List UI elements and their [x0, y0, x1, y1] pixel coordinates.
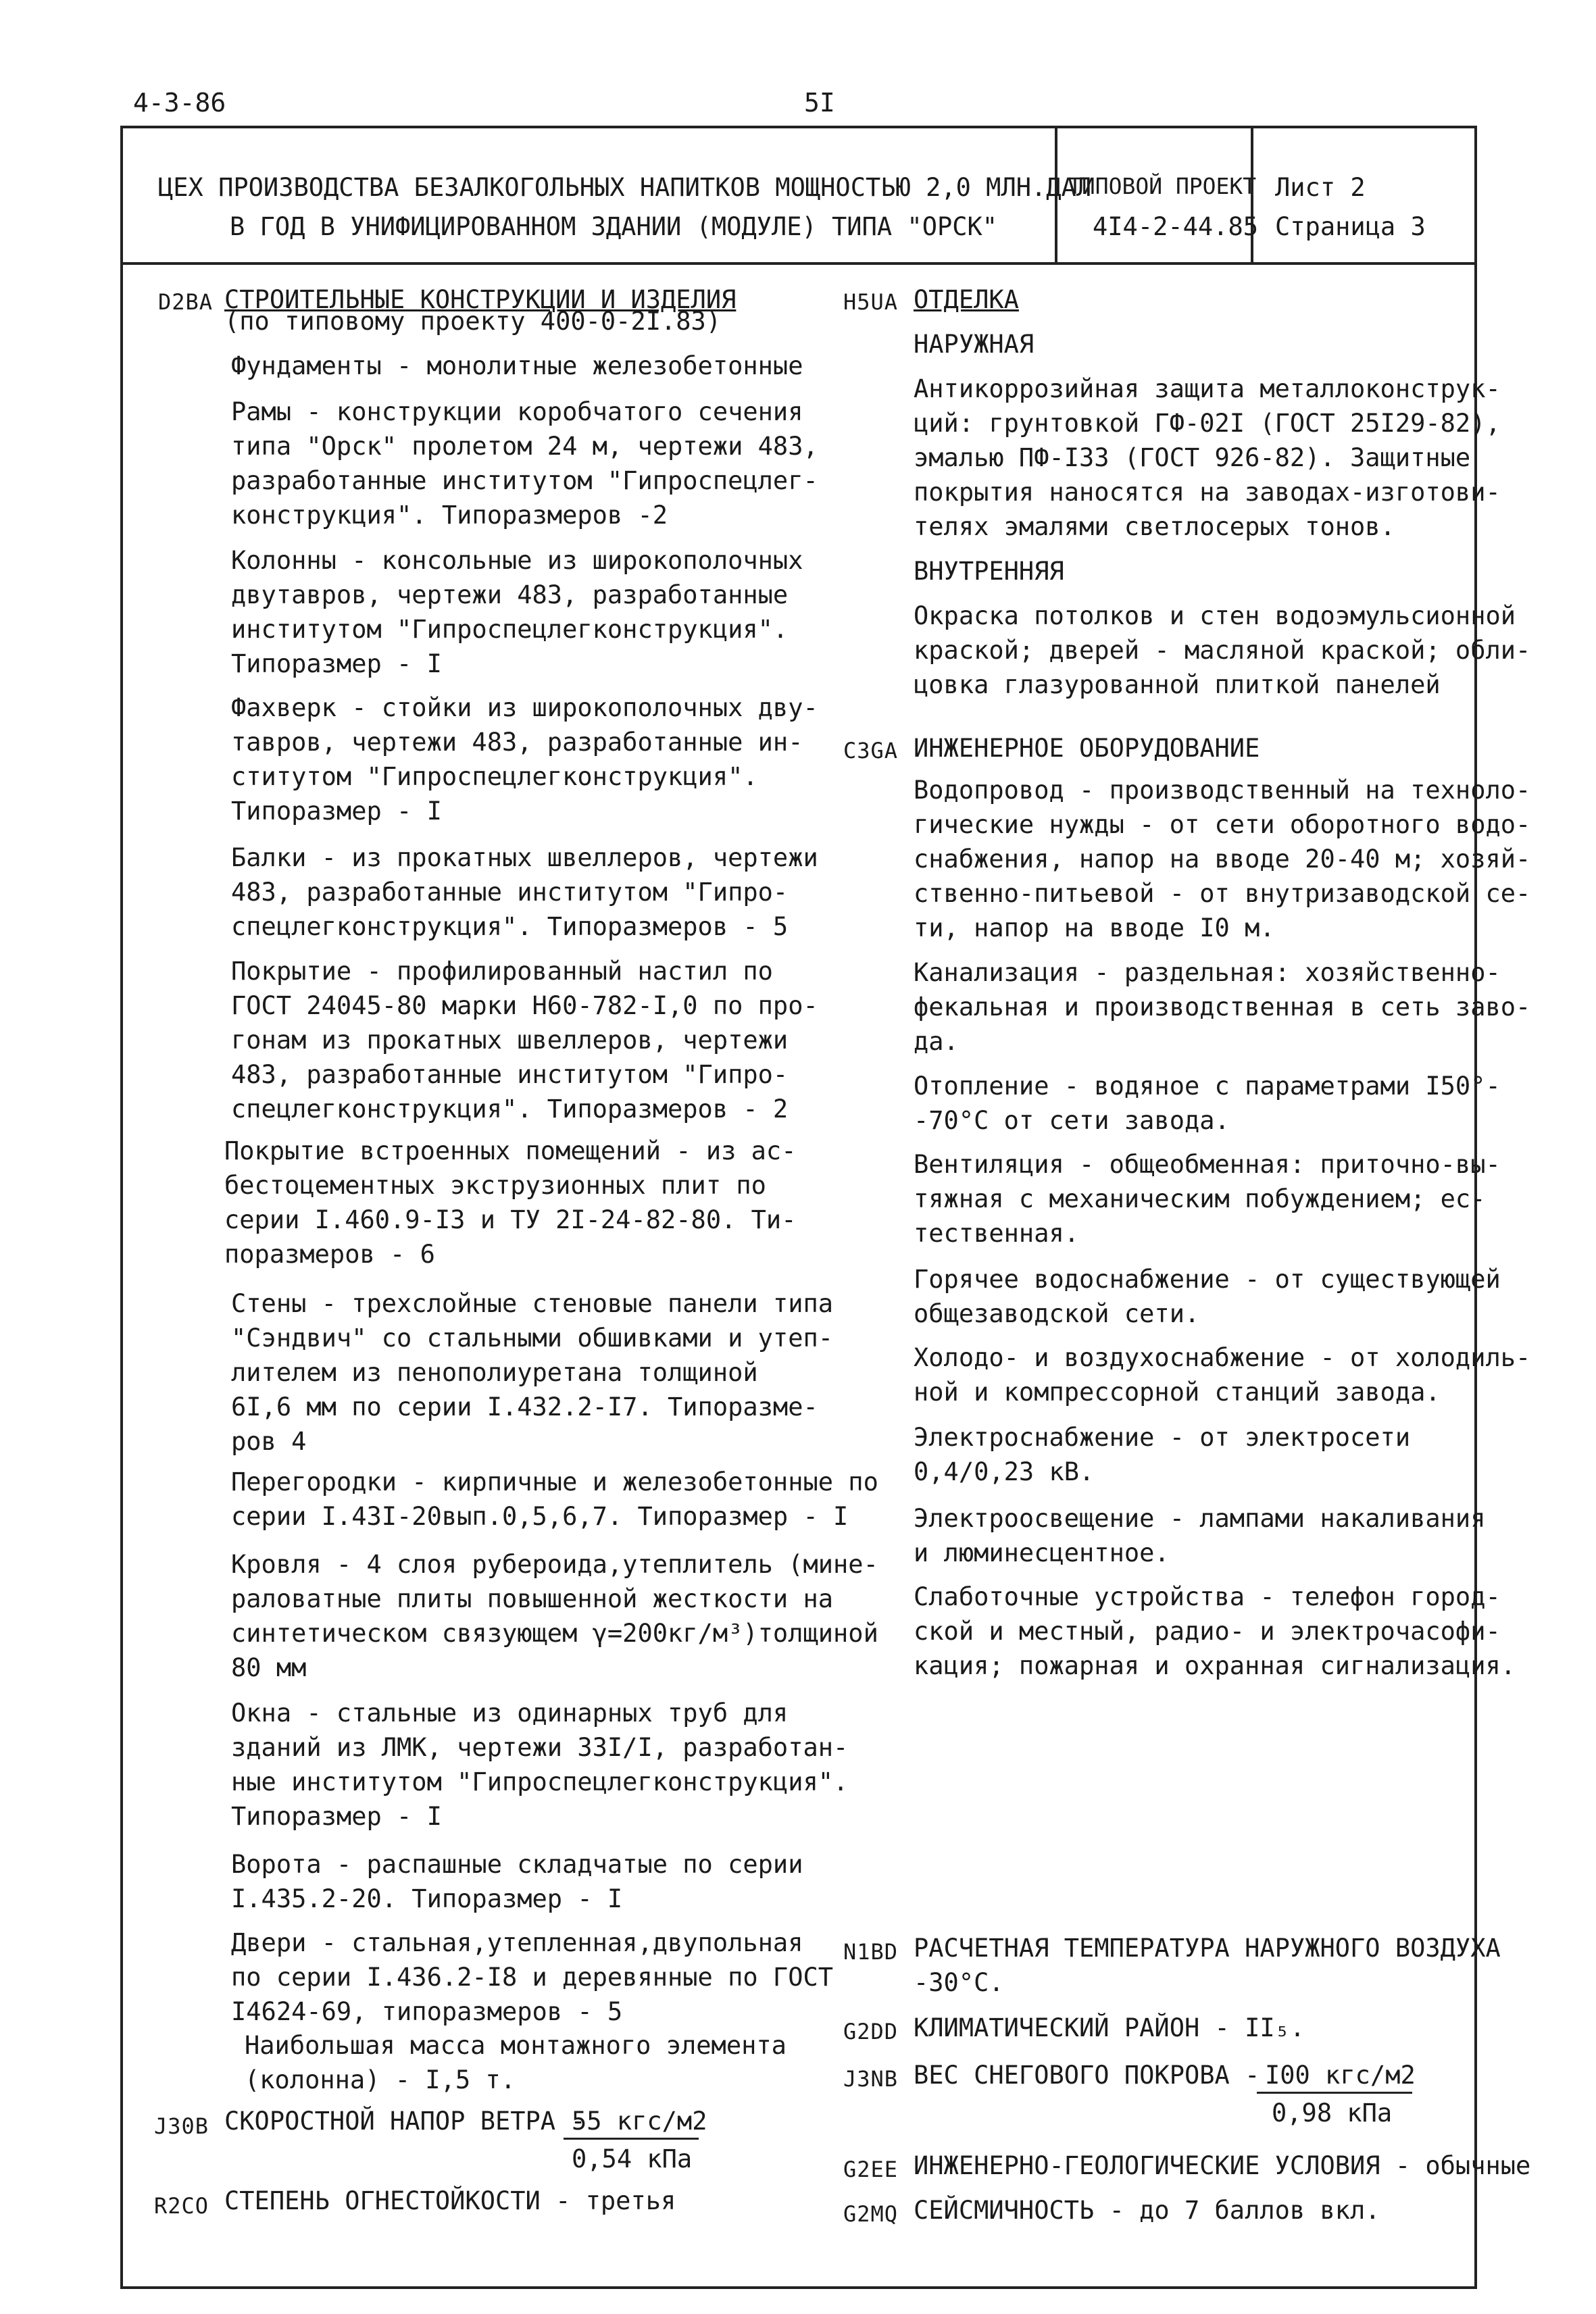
wind-pressure-kpa: 0,54 кПа	[572, 2144, 693, 2173]
title-line-2: В ГОД В УНИФИЦИРОВАННОМ ЗДАНИИ (МОДУЛЕ) ТИПА "ОРСК"	[230, 212, 998, 241]
item-max-mass: Наибольшая масса монтажного элемента (колонна) - I,5 т.	[245, 2031, 787, 2094]
section-code: G2DD	[843, 2019, 899, 2044]
snow-load-value: I00 кгс/м2	[1265, 2061, 1416, 2090]
outer-finishing-text: Антикоррозийная защита металлоконструк- ций: грунтовкой ГФ-02I (ГОСТ 25I29-82), эмалью ПФ-I33 (ГОСТ 926-82). Защитные покрытия наносятся на заводах-изготови- телях эмалями светлосерых тонов.	[914, 374, 1501, 541]
section-code: D2BA	[158, 289, 214, 315]
item-foundations: Фундаменты - монолитные железобетонные	[231, 351, 803, 380]
section-code: J3NB	[843, 2066, 899, 2092]
section-code: C3GA	[843, 738, 899, 763]
project-cell	[1057, 128, 1259, 262]
snow-load-kpa: 0,98 кПа	[1272, 2098, 1393, 2128]
item-walls: Стены - трехслойные стеновые панели типа "Сэндвич" со стальными обшивками и утеп- лителем из пенополиуретана толщиной 6I,6 мм по серии I.432.2-I7. Типоразме- ров 4	[231, 1289, 834, 1456]
item-power-supply: Электроснабжение - от электросети 0,4/0,23 кВ.	[914, 1423, 1411, 1486]
fraction-line	[564, 2138, 699, 2140]
project-number: 4I4-2-44.85	[1093, 212, 1259, 241]
item-halftimber: Фахверк - стойки из широкополочных дву- тавров, чертежи 483, разработанные ин- ститутом "Гипроспецлегконструкция". Типоразмер - I	[231, 693, 818, 826]
seismicity: СЕЙСМИЧНОСТЬ - до 7 баллов вкл.	[914, 2196, 1380, 2225]
title-cell	[123, 128, 1092, 262]
subsection-outer: НАРУЖНАЯ	[914, 330, 1034, 359]
title-line-1: ЦЕХ ПРОИЗВОДСТВА БЕЗАЛКОГОЛЬНЫХ НАПИТКОВ МОЩНОСТЬЮ 2,0 МЛН.ДАЛ	[158, 173, 1092, 202]
item-sewerage: Канализация - раздельная: хозяйственно- фекальная и производственная в сеть заво- да.	[914, 958, 1531, 1056]
subsection-inner: ВНУТРЕННЯЯ	[914, 557, 1064, 586]
fire-resistance: СТЕПЕНЬ ОГНЕСТОЙКОСТИ - третья	[224, 2186, 676, 2215]
climatic-region: КЛИМАТИЧЕСКИЙ РАЙОН - II₅.	[914, 2013, 1305, 2042]
design-temperature: РАСЧЕТНАЯ ТЕМПЕРАТУРА НАРУЖНОГО ВОЗДУХА -30°С.	[914, 1934, 1501, 1997]
sheet-label: Лист 2	[1275, 173, 1366, 202]
page-label: Страница 3	[1275, 212, 1426, 241]
section-code: N1BD	[843, 1939, 899, 1965]
item-water-supply: Водопровод - производственный на техноло- гические нужды - от сети оборотного водо- снабжения, напор на вводе 20-40 м; хозяй- ственно-питьевой - от внутризаводской се- ти, напор на вводе I0 м.	[914, 776, 1531, 942]
geological-conditions: ИНЖЕНЕРНО-ГЕОЛОГИЧЕСКИЕ УСЛОВИЯ - обычные	[914, 2151, 1531, 2180]
section-code: R2CO	[154, 2193, 209, 2219]
item-cold-air: Холодо- и воздухоснабжение - от холодиль- ной и компрессорной станций завода.	[914, 1343, 1531, 1407]
item-doors: Двери - стальная,утепленная,двупольная по серии I.436.2-I8 и деревянные по ГОСТ I4624-69, типоразмеров - 5	[231, 1928, 834, 2026]
item-heating: Отопление - водяное с параметрами I50°- -70°С от сети завода.	[914, 1072, 1501, 1135]
doc-code: 4-3-86	[133, 88, 226, 118]
item-lighting: Электроосвещение - лампами накаливания и люминесцентное.	[914, 1504, 1486, 1567]
item-low-current: Слаботочные устройства - телефон город- ской и местный, радио- и электрочасофи- кация; пожарная и охранная сигнализация.	[914, 1582, 1516, 1680]
section-code: J30B	[154, 2113, 209, 2139]
item-columns: Колонны - консольные из широкополочных двутавров, чертежи 483, разработанные институтом "Гипроспецлегконструкция". Типоразмер - I	[231, 546, 803, 678]
item-frames: Рамы - конструкции коробчатого сечения типа "Орск" пролетом 24 м, чертежи 483, разработанные институтом "Гипроспецлег- конструкция". Типоразмеров -2	[231, 397, 818, 530]
wind-pressure-value: 55 кгс/м2	[572, 2107, 707, 2136]
item-ventilation: Вентиляция - общеобменная: приточно-вы- тяжная с механическим побуждением; ес- тественная.	[914, 1150, 1501, 1248]
sheet-cell	[1253, 128, 1474, 262]
fraction-line	[1257, 2092, 1412, 2094]
section-title-finishing: ОТДЕЛКА	[914, 285, 1019, 314]
item-windows: Окна - стальные из одинарных труб для зданий из ЛМК, чертежи 33I/I, разработан- ные институтом "Гипроспецлегконструкция". Типоразмер - I	[231, 1699, 849, 1831]
item-roofing: Кровля - 4 слоя рубероида,утеплитель (мине- раловатные плиты повышенной жесткости на синтетическом связующем γ=200кг/м³)толщиной 80 мм	[231, 1550, 878, 1682]
section-subtitle: (по типовому проекту 400-0-2I.83)	[224, 307, 722, 336]
wind-pressure-label: СКОРОСТНОЙ НАПОР ВЕТРА -	[224, 2107, 586, 2136]
title-block	[123, 128, 1474, 265]
item-built-in-roof: Покрытие встроенных помещений - из ас- бестоцементных экструзионных плит по серии I.460.9-I3 и ТУ 2I-24-82-80. Ти- поразмеров - 6	[224, 1136, 797, 1269]
section-title-constructions: СТРОИТЕЛЬНЫЕ КОНСТРУКЦИИ И ИЗДЕЛИЯ	[224, 285, 737, 314]
item-gates: Ворота - распашные складчатые по серии I.435.2-20. Типоразмер - I	[231, 1850, 803, 1913]
item-hot-water: Горячее водоснабжение - от существующей общезаводской сети.	[914, 1265, 1501, 1328]
section-code: H5UA	[843, 289, 899, 315]
inner-finishing-text: Окраска потолков и стен водоэмульсионной краской; дверей - масляной краской; обли- цовка глазурованной плиткой панелей	[914, 601, 1531, 699]
section-title-engineering: ИНЖЕНЕРНОЕ ОБОРУДОВАНИЕ	[914, 734, 1260, 763]
snow-load-label: ВЕС СНЕГОВОГО ПОКРОВА -	[914, 2061, 1260, 2090]
item-beams: Балки - из прокатных швеллеров, чертежи 483, разработанные институтом "Гипро- спецлегконструкция". Типоразмеров - 5	[231, 843, 818, 941]
item-roof-deck: Покрытие - профилированный настил по ГОСТ 24045-80 марки Н60-782-I,0 по про- гонам из прокатных швеллеров, чертежи 483, разработанные институтом "Гипро- спецлегконструкция". Типоразмеров - 2	[231, 957, 818, 1124]
section-code: G2MQ	[843, 2201, 899, 2227]
page-number: 5I	[804, 88, 835, 118]
document-frame	[120, 126, 1531, 2289]
project-label: ТИПОВОЙ ПРОЕКТ	[1068, 173, 1257, 199]
section-code: G2EE	[843, 2157, 899, 2182]
item-partitions: Перегородки - кирпичные и железобетонные по серии I.43I-20вып.0,5,6,7. Типоразмер - I	[231, 1467, 878, 1531]
